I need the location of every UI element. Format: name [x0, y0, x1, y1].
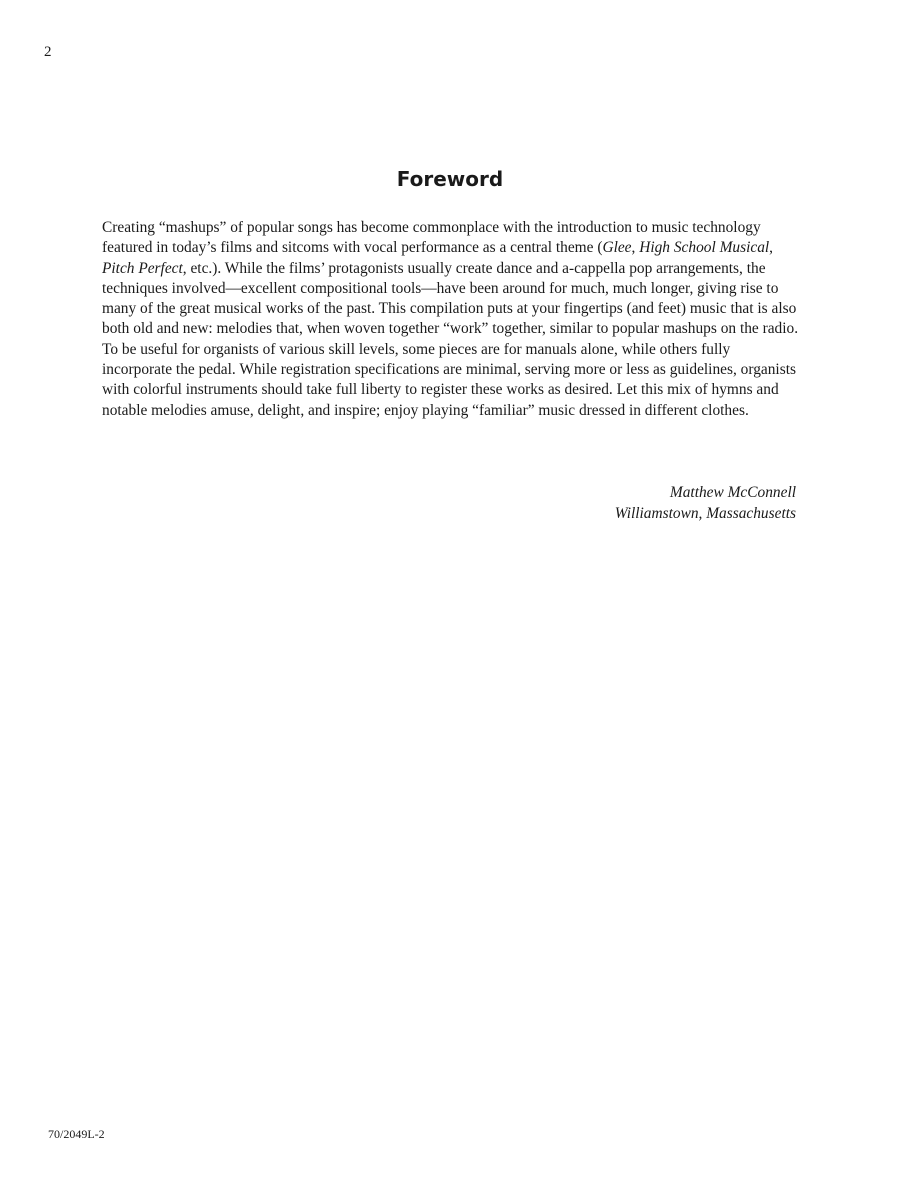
page-number: 2	[44, 44, 52, 60]
body-text-italic: Glee	[602, 239, 632, 257]
body-text-segment: , etc.). While the films’ protagonists usually create dance and a-cappella pop arrangements, the techniques involved—excellent compositional tools—have been around for much, much longer, giving rise to many of the great musical works of the past. This compilation puts at your fingertips (and feet) music that is also both old and new: melodies that, when woven together “work” together, similar to popular mashups on the radio. To be useful for organists of various skill levels, some pieces are for manuals alone, while others fully incorporate the pedal. While registration specifications are minimal, serving more or less as guidelines, organists with colorful instruments should take full liberty to register these works as desired. Let this mix of hymns and notable melodies amuse, delight, and inspire; enjoy playing “familiar” music dressed in different clothes.	[102, 259, 799, 419]
foreword-body	[102, 218, 802, 421]
body-text-segment: Creating “mashups” of popular songs has become commonplace with the introduction to music technology featured in today’s films and sitcoms with vocal performance as a central theme (	[102, 219, 761, 257]
catalog-number: 70/2049L-2	[48, 1127, 105, 1141]
body-text-italic: High School Musical	[639, 239, 770, 257]
signature-block	[615, 482, 796, 524]
body-text-segment: ,	[631, 239, 640, 257]
body-text-segment: ,	[769, 239, 774, 257]
author-name: Matthew McConnell	[669, 484, 796, 501]
author-location: Williamstown, Massachusetts	[614, 505, 796, 522]
page-title: Foreword	[396, 167, 504, 191]
body-text-italic: Pitch Perfect	[102, 259, 183, 277]
